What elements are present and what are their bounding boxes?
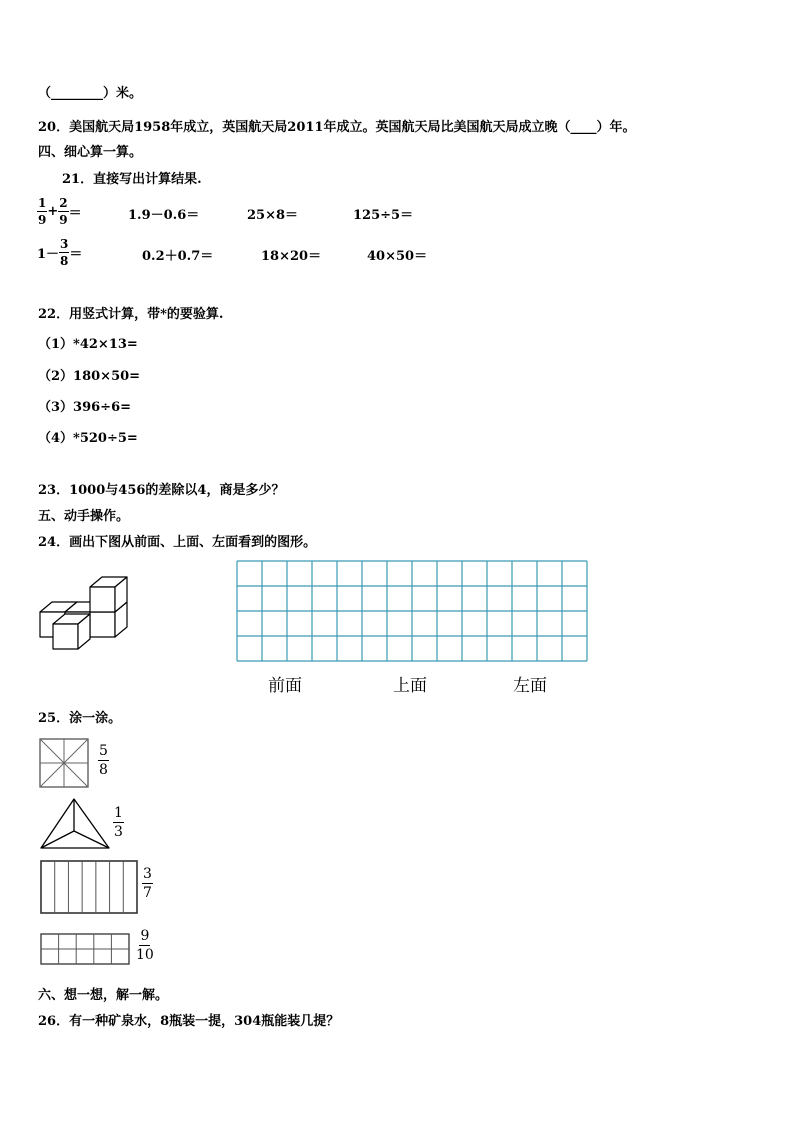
label-top: 上面 [393,676,427,696]
question-25: 25．涂一涂。 [38,711,122,726]
label-left: 左面 [513,676,547,696]
question-26: 26．有一种矿泉水，8瓶装一提，304瓶能装几提？ [38,1014,340,1029]
expr-4: 125÷5＝ [353,208,414,223]
cube-stack-figure [36,576,131,652]
question-20: 20．美国航天局1958年成立，英国航天局2011年成立。英国航天局比美国航天局成立晚（____）年。 [38,120,636,135]
q22-item-2: （2）180×50= [38,369,141,384]
section-5-heading: 五、动手操作。 [38,509,130,524]
question-22: 22．用竖式计算，带*的要验算. [38,307,224,322]
fraction-1-3: $\frac{1}{3}$ [114,805,123,840]
question-23: 23．1000与456的差除以4，商是多少？ [38,483,285,498]
answer-line-meters: （________）米。 [38,86,143,101]
fraction-3-7: $\frac{3}{7}$ [143,866,152,901]
expr-3: 25×8＝ [247,208,299,223]
q22-item-3: （3）396÷6= [38,400,132,415]
expr-6: 0.2＋0.7＝ [142,249,214,264]
triangle-thirds-shape[interactable] [39,797,111,851]
rectangle-sevenths-shape[interactable] [39,859,139,915]
expr-5: 1－ $\frac{3}{8}$ ＝ [37,237,83,268]
label-front: 前面 [268,676,302,696]
question-21: 21．直接写出计算结果. [62,172,202,187]
square-eighths-shape[interactable] [39,738,90,789]
question-24: 24．画出下图从前面、上面、左面看到的图形。 [38,535,317,550]
fraction-5-8: $\frac{5}{8}$ [99,743,108,778]
q22-item-1: （1）*42×13= [38,337,138,352]
fraction-9-10: $\frac{9}{10}$ [136,928,154,963]
q22-item-4: （4）*520÷5= [38,431,138,446]
expr-8: 40×50＝ [367,249,428,264]
expr-7: 18×20＝ [261,249,322,264]
section-4-heading: 四、细心算一算。 [38,145,143,160]
section-6-heading: 六、想一想，解一解。 [38,988,169,1003]
expr-2: 1.9－0.6＝ [128,208,200,223]
drawing-grid[interactable] [236,560,590,664]
rect7-outline [41,861,137,913]
rectangle-tenths-shape[interactable] [39,932,131,966]
expr-1: $\frac{1}{9}$ + $\frac{2}{9}$ ＝ [38,196,82,227]
